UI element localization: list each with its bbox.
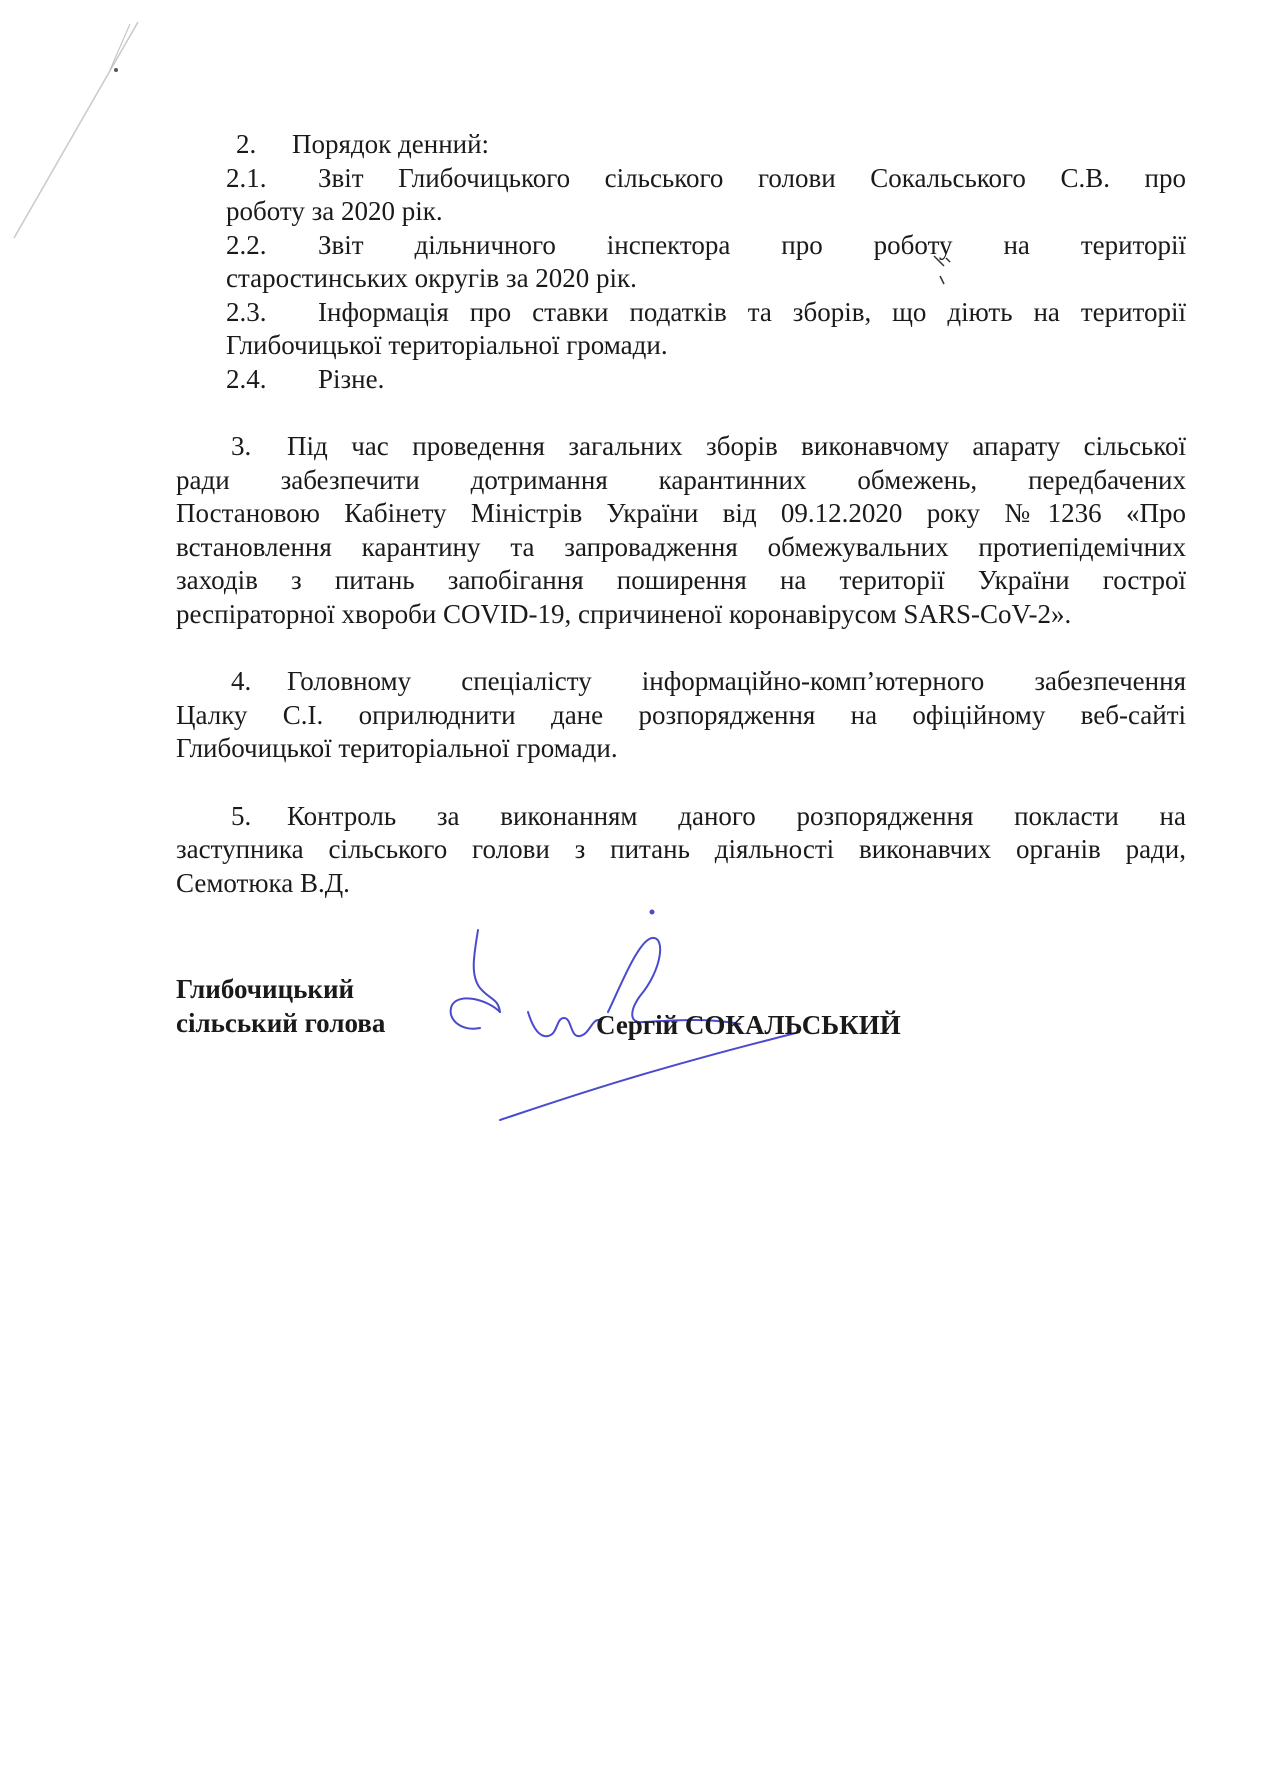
subitem-2-1-line2: роботу за 2020 рік.	[226, 196, 443, 226]
subitem-2-2	[176, 229, 1186, 296]
subitem-2-3-line1: 2.3. Інформація про ставки податків та зборів, що діють на території	[226, 296, 1186, 330]
item-5-line2: заступника сільського голови з питань діяльності виконавчих органів ради,	[176, 834, 1186, 864]
item-3-line5: заходів з питань запобігання поширення на території України гострої	[176, 565, 1186, 595]
subitem-2-2-line2: старостинських округів за 2020 рік.	[226, 263, 637, 293]
scan-speck	[930, 250, 960, 290]
scan-edge-artifact	[0, 0, 140, 250]
item-5-line3: Семотюка В.Д.	[176, 867, 350, 898]
item-2-heading	[176, 128, 1186, 162]
subitem-2-2-number: 2.2.	[226, 229, 267, 260]
subitem-2-4-number: 2.4.	[226, 363, 267, 394]
signatory-position-line2: сільський голова	[176, 1008, 386, 1038]
item-5-line1: 5. Контроль за виконанням даного розпорядження покласти на	[176, 800, 1186, 834]
subitem-2-3	[176, 296, 1186, 363]
item-3-line6: респіраторної хвороби COVID-19, спричиненої коронавірусом SARS-CoV-2».	[176, 598, 1072, 629]
item-4	[176, 665, 1186, 766]
subitem-2-4-line1: 2.4. Різне.	[226, 363, 1186, 397]
item-3-line2: ради забезпечити дотримання карантинних обмежень, передбачених	[176, 464, 1186, 495]
document-body	[176, 128, 1186, 900]
item-2-title: Порядок денний:	[292, 129, 490, 159]
item-3-line4: встановлення карантину та запровадження обмежувальних протиепідемічних	[176, 531, 1186, 562]
item-4-number: 4.	[231, 666, 252, 696]
item-3-number: 3.	[231, 431, 252, 461]
subitem-2-1-number: 2.1.	[226, 162, 267, 193]
subitem-2-3-line2: Глибочицької територіальної громади.	[226, 330, 668, 360]
item-2	[176, 128, 1186, 396]
item-4-line1: 4. Головному спеціалісту інформаційно-комп’ютерного забезпечення	[176, 665, 1186, 699]
signatory-name: Сергій СОКАЛЬСЬКИЙ	[596, 1010, 901, 1040]
item-5-number: 5.	[231, 800, 252, 831]
item-2-number: 2.	[236, 129, 257, 159]
item-3-line1: 3. Під час проведення загальних зборів виконавчому апарату сільської	[176, 430, 1186, 464]
subitem-2-2-line1: 2.2. Звіт дільничного інспектора про роботу на території	[226, 229, 1186, 263]
subitem-2-1	[176, 162, 1186, 229]
subitem-2-3-number: 2.3.	[226, 296, 267, 327]
subitem-2-1-line1: 2.1. Звіт Глибочицького сільського голови Сокальського С.В. про	[226, 162, 1186, 196]
item-4-line3: Глибочицької територіальної громади.	[176, 733, 618, 763]
item-3-line3: Постановою Кабінету Міністрів України від 09.12.2020 року №1236 «Про	[176, 498, 1186, 528]
item-5	[176, 800, 1186, 901]
subitem-2-4	[176, 363, 1186, 397]
signatory-position-line1: Глибочицький	[176, 974, 355, 1004]
item-3	[176, 430, 1186, 631]
item-4-line2: Цалку С.І. оприлюднити дане розпорядження на офіційному веб-сайті	[176, 699, 1186, 730]
